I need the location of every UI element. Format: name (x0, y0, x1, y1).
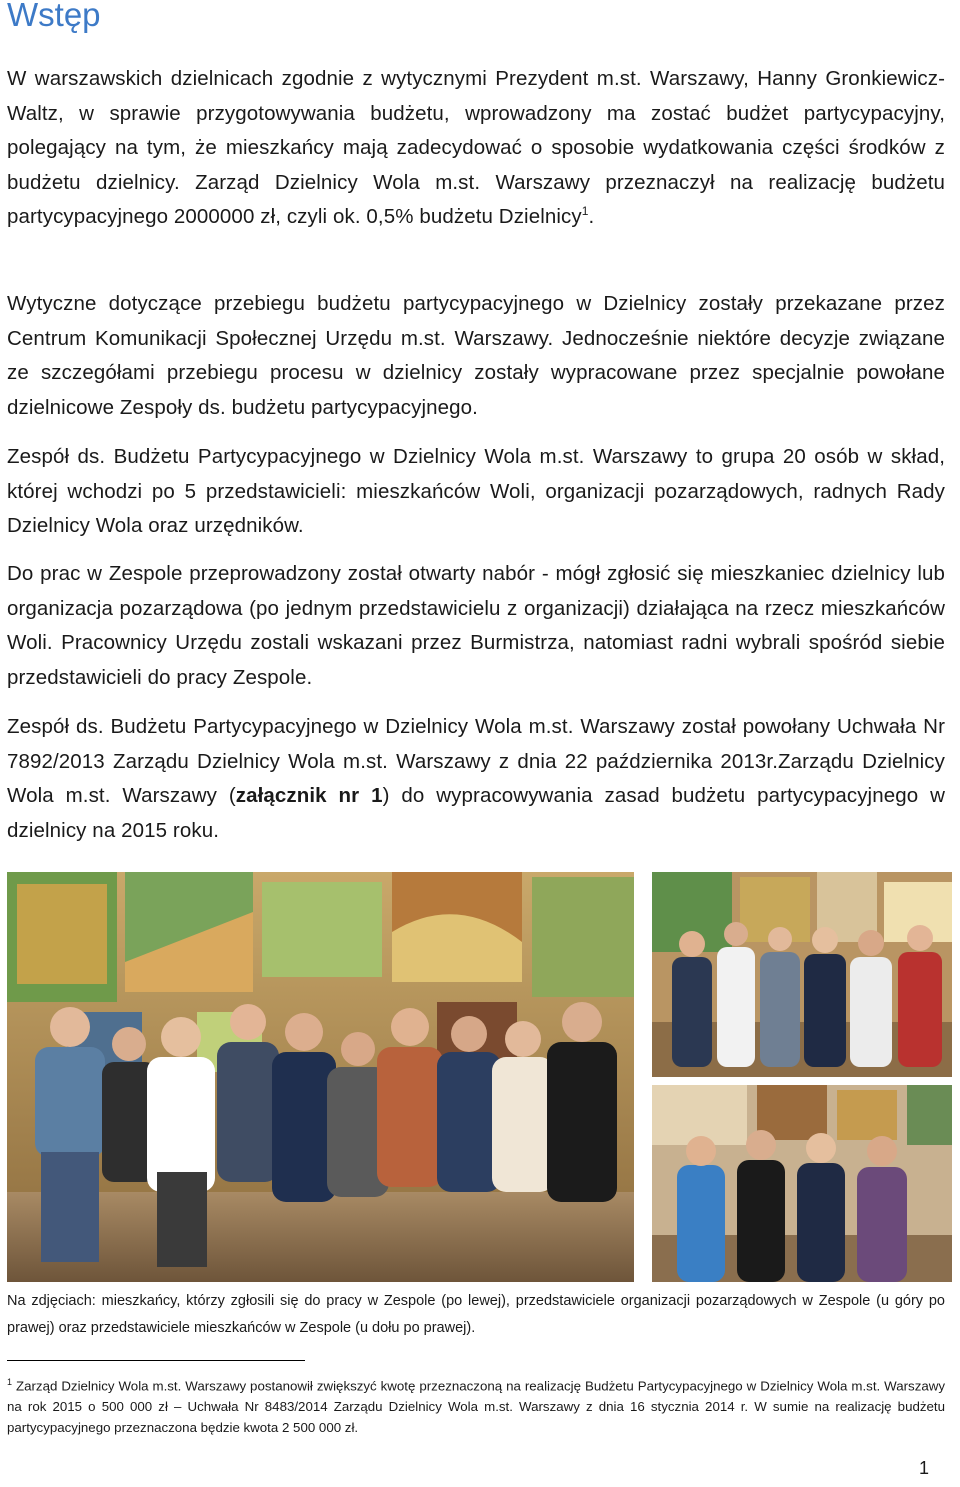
photo-collage (7, 872, 952, 1282)
paragraph-recruitment: Do prac w Zespole przeprowadzony został otwarty nabór - mógł zgłosić się mieszkaniec dzielnicy lub organizacja pozarządowa (po jednym przedstawicielu z organizacji) działająca na rzecz mieszkańców Woli. Pracownicy Urzędu zostali wskazani przez Burmistrza, natomiast radni wybrali spośród siebie przedstawicieli do pracy Zespole. (7, 562, 945, 689)
paragraph-team-composition: Zespół ds. Budżetu Partycypacyjnego w Dzielnicy Wola m.st. Warszawy to grupa 20 osób w skład, której wchodzi po 5 przedstawicieli: mieszkańców Woli, organizacji pozarządowych, radnych Rady Dzielnicy Wola oraz urzędników. (7, 445, 945, 537)
photo-residents-group (7, 872, 634, 1282)
attachment-reference: załącznik nr 1 (235, 784, 383, 807)
page-number: 1 (918, 1458, 929, 1478)
paragraph-guidelines: Wytyczne dotyczące przebiegu budżetu partycypacyjnego w Dzielnicy zostały przekazane przez Centrum Komunikacji Społecznej Urzędu m.st. Warszawy. Jednocześnie niektóre decyzje związane ze szczegółami przebiegu procesu w dzielnicy zostały wypracowane przez specjalnie powołane dzielnicowe Zespoły ds. budżetu partycypacyjnego. (7, 292, 945, 419)
paragraph-resolution (7, 710, 945, 848)
footnote-number: 1 (7, 1377, 13, 1387)
paragraph-intro-text: W warszawskich dzielnicach zgodnie z wytycznymi Prezydent m.st. Warszawy, Hanny Gronkiewicz-Waltz, w sprawie przygotowywania budżetu, wprowadzony ma zostać budżet partycypacyjny, polegający na tym, że mieszkańcy mają zadecydować o sposobie wydatkowania części środków z budżetu dzielnicy. Zarząd Dzielnicy Wola m.st. Warszawy przeznaczył na realizację budżetu partycypacyjnego 2000000 zł, czyli ok. 0,5% budżetu Dzielnicy (7, 67, 945, 228)
paragraph-resolution-end: ) do wypracowywania zasad budżetu partycypacyjnego w dzielnicy na 2015 roku. (7, 784, 945, 842)
paragraph-intro-end: . (588, 205, 595, 228)
photo-ngo-representatives (652, 872, 952, 1077)
footnote-separator (7, 1360, 305, 1361)
photo-caption: Na zdjęciach: mieszkańcy, którzy zgłosili się do pracy w Zespole (po lewej), przedstawiciele organizacji pozarządowych w Zespole (u góry po prawej) oraz przedstawiciele mieszkańców w Zespole (u dołu po prawej). (7, 1293, 945, 1336)
footnote-text: Zarząd Dzielnicy Wola m.st. Warszawy postanowił zwiększyć kwotę przeznaczoną na realizację Budżetu Partycypacyjnego w Dzielnicy Wola m.st. Warszawy na rok 2015 o 500 000 zł – Uchwała Nr 8483/2014 Zarządu Dzielnicy Wola m.st. Warszawy z dnia 16 stycznia 2014 r. W sumie na realizację budżetu partycypacyjnego przeznaczona będzie kwota 2 500 000 zł. (7, 1378, 945, 1436)
footnote (7, 1372, 945, 1438)
photo-residents-representatives (652, 1085, 952, 1282)
section-heading: Wstęp (7, 0, 101, 33)
paragraph-intro (7, 62, 945, 235)
footnote-reference[interactable]: 1 (581, 204, 589, 219)
paragraph-resolution-text: Zespół ds. Budżetu Partycypacyjnego w Dzielnicy Wola m.st. Warszawy został powołany Uchwała Nr 7892/2013 Zarządu Dzielnicy Wola m.st. Warszawy z dnia 22 października 2013r.Zarządu Dzielnicy Wola m.st. Warszawy ( (7, 715, 945, 807)
